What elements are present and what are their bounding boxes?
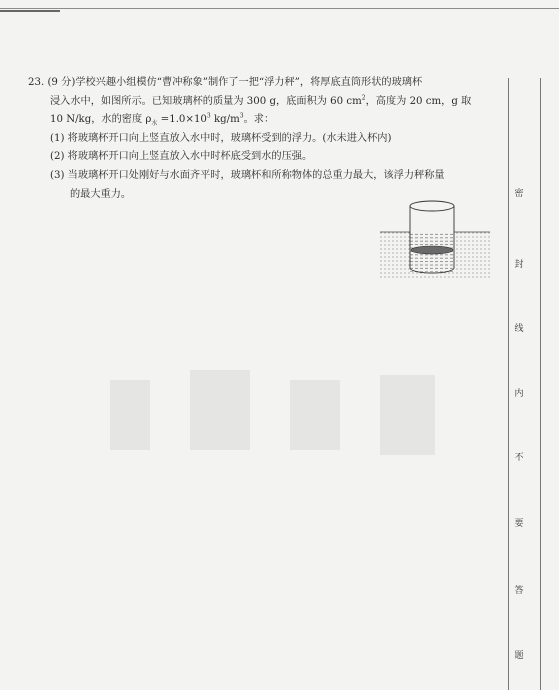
binding-char-4: 内 [514, 389, 524, 399]
glass-thick-bottom [411, 246, 453, 254]
binding-line-right [540, 78, 541, 690]
binding-char-8: 题 [514, 651, 524, 661]
glass-rim [410, 201, 454, 211]
top-rule [0, 8, 559, 9]
stem-line-1-text: 学校兴趣小组模仿“曹冲称象”制作了一把“浮力秤”，将厚底直筒形状的玻璃杯 [75, 77, 423, 88]
stem-line-2-text: 浸入水中，如图所示。已知玻璃杯的质量为 300 g，底面积为 60 cm [50, 95, 362, 107]
question-stem-line-1 [28, 74, 496, 93]
binding-char-6: 要 [514, 519, 524, 529]
binding-margin [508, 78, 559, 690]
question-part-3-line-1: (3) 当玻璃杯开口处刚好与水面齐平时，玻璃杯和所称物体的总重力最大，该浮力秤称量 [50, 169, 445, 181]
bleed-through-shadow [110, 360, 440, 480]
question-part-1: (1) 将玻璃杯开口向上竖直放入水中时，玻璃杯受到的浮力。(水未进入杯内) [50, 132, 392, 144]
top-rule-accent [0, 10, 60, 12]
question-stem-line-2 [28, 93, 496, 112]
binding-line-left [508, 78, 509, 690]
stem-line-2-end: ，高度为 20 cm，g 取 [365, 95, 472, 107]
stem-line-3-start: 10 N/kg，水的密度 ρ [50, 114, 152, 126]
density-exponent: 3 [206, 112, 211, 120]
binding-char-7: 答 [514, 586, 524, 596]
question-23 [28, 74, 496, 204]
binding-char-5: 不 [514, 453, 524, 463]
binding-char-3: 线 [514, 324, 524, 334]
question-part-3-line-2: 的最大重力。 [70, 188, 132, 200]
stem-line-3-mid: =1.0×10 [157, 114, 207, 126]
binding-char-2: 封 [514, 260, 524, 270]
area-unit-exponent: 2 [361, 94, 366, 102]
binding-char-1: 密 [514, 189, 524, 199]
volume-unit-exponent: 3 [239, 112, 244, 120]
stem-line-3-end: 。求： [243, 114, 275, 126]
question-number: 23. [28, 77, 45, 88]
glass-in-water-figure [380, 196, 490, 282]
stem-line-3-mid2: kg/m [210, 114, 240, 126]
question-stem-line-3 [28, 111, 496, 130]
density-subscript: 水 [151, 120, 158, 128]
question-part-2: (2) 将玻璃杯开口向上竖直放入水中时杯底受到水的压强。 [50, 151, 313, 163]
question-points: (9 分) [47, 77, 76, 88]
